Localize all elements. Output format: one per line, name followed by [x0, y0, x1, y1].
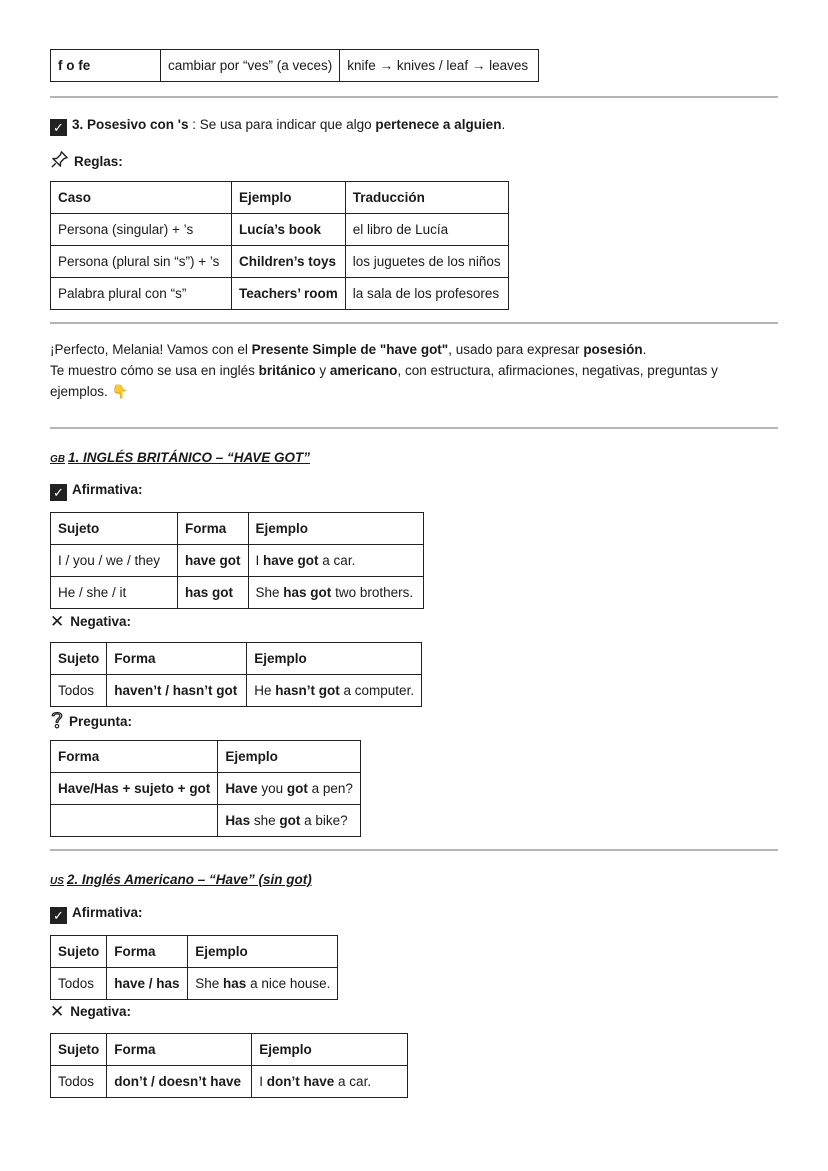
- table-cell: f o fe: [51, 50, 161, 82]
- column-header: Ejemplo: [232, 182, 346, 214]
- table-cell: Todos: [51, 968, 107, 1000]
- negative-label: ✕ Negativa:: [50, 612, 132, 631]
- cross-icon: ✕: [50, 1002, 65, 1021]
- affirmative-label: ✓ Afirmativa:: [50, 482, 143, 501]
- table-row: [51, 577, 424, 609]
- table-cell: She has got two brothers.: [248, 577, 423, 609]
- table-cell: He / she / it: [51, 577, 178, 609]
- rules-label: Reglas:: [50, 150, 123, 172]
- table-cell: Have/Has + sujeto + got: [51, 773, 218, 805]
- divider: [50, 427, 778, 429]
- table-header-row: [51, 741, 361, 773]
- intro-paragraph-line: ejemplos. 👇: [50, 384, 129, 400]
- table-cell: Todos: [51, 675, 107, 707]
- table-cell: haven’t / hasn’t got: [107, 675, 247, 707]
- check-box-icon: ✓: [50, 907, 67, 924]
- intro-paragraph-line: Te muestro cómo se usa en inglés británico y americano, con estructura, afirmaciones, negativas, preguntas y: [50, 363, 718, 378]
- table-header-row: [51, 1034, 408, 1066]
- british-negative-table: [50, 642, 422, 707]
- table-row: [51, 1066, 408, 1098]
- table-cell: los juguetes de los niños: [345, 246, 508, 278]
- table-cell: Lucía’s book: [232, 214, 346, 246]
- table-cell: Todos: [51, 1066, 107, 1098]
- table-cell: have / has: [107, 968, 188, 1000]
- table-row: [51, 675, 422, 707]
- possessive-heading: ✓ 3. Posesivo con 's : Se usa para indicar que algo pertenece a alguien.: [50, 117, 505, 136]
- intro-paragraph-line: ¡Perfecto, Melania! Vamos con el Presente Simple de "have got", usado para expresar posesión.: [50, 342, 647, 357]
- table-row: [51, 773, 361, 805]
- section-title-british: GB 1. INGLÉS BRITÁNICO – “HAVE GOT”: [50, 450, 311, 465]
- american-affirmative-table: [50, 935, 338, 1000]
- table-header-row: [51, 513, 424, 545]
- question-label: Pregunta:: [50, 710, 132, 732]
- column-header: Traducción: [345, 182, 508, 214]
- column-header: Sujeto: [51, 513, 178, 545]
- possessive-table: [50, 181, 509, 310]
- column-header: Ejemplo: [248, 513, 423, 545]
- table-cell: I don’t have a car.: [252, 1066, 408, 1098]
- column-header: Sujeto: [51, 1034, 107, 1066]
- check-box-icon: ✓: [50, 119, 67, 136]
- table-row: [51, 246, 509, 278]
- table-cell: has got: [178, 577, 249, 609]
- table-cell: I / you / we / they: [51, 545, 178, 577]
- column-header: Ejemplo: [188, 936, 338, 968]
- table-cell: Persona (plural sin “s”) + ’s: [51, 246, 232, 278]
- table-cell: have got: [178, 545, 249, 577]
- british-question-table: [50, 740, 361, 837]
- divider: [50, 322, 778, 324]
- question-mark-icon: [50, 710, 64, 732]
- cross-icon: ✕: [50, 612, 65, 631]
- table-cell: knife → knives / leaf → leaves: [340, 50, 539, 82]
- table-cell: [51, 805, 218, 837]
- table-header-row: [51, 936, 338, 968]
- affirmative-label: ✓ Afirmativa:: [50, 905, 143, 924]
- us-flag-icon: US: [50, 876, 64, 887]
- column-header: Forma: [107, 643, 247, 675]
- table-cell: Palabra plural con “s”: [51, 278, 232, 310]
- table-row: [51, 968, 338, 1000]
- divider: [50, 96, 778, 98]
- table-cell: Teachers’ room: [232, 278, 346, 310]
- american-negative-table: [50, 1033, 408, 1098]
- column-header: Caso: [51, 182, 232, 214]
- column-header: Forma: [51, 741, 218, 773]
- table-header-row: [51, 643, 422, 675]
- table-row: [51, 50, 539, 82]
- pushpin-icon: [50, 150, 69, 172]
- gb-flag-icon: GB: [50, 454, 65, 465]
- table-cell: I have got a car.: [248, 545, 423, 577]
- plural-rule-table: [50, 49, 539, 82]
- column-header: Ejemplo: [218, 741, 361, 773]
- column-header: Ejemplo: [252, 1034, 408, 1066]
- negative-label: ✕ Negativa:: [50, 1002, 132, 1021]
- column-header: Forma: [107, 1034, 252, 1066]
- table-cell: cambiar por “ves” (a veces): [161, 50, 340, 82]
- table-cell: Have you got a pen?: [218, 773, 361, 805]
- table-cell: don’t / doesn’t have: [107, 1066, 252, 1098]
- column-header: Forma: [178, 513, 249, 545]
- divider: [50, 849, 778, 851]
- check-box-icon: ✓: [50, 484, 67, 501]
- table-cell: Persona (singular) + ’s: [51, 214, 232, 246]
- column-header: Forma: [107, 936, 188, 968]
- table-header-row: [51, 182, 509, 214]
- table-cell: She has a nice house.: [188, 968, 338, 1000]
- section-title-american: US 2. Inglés Americano – “Have” (sin got): [50, 872, 312, 887]
- column-header: Sujeto: [51, 936, 107, 968]
- table-cell: He hasn’t got a computer.: [247, 675, 422, 707]
- british-affirmative-table: [50, 512, 424, 609]
- table-cell: Children’s toys: [232, 246, 346, 278]
- table-cell: el libro de Lucía: [345, 214, 508, 246]
- table-row: [51, 214, 509, 246]
- table-cell: Has she got a bike?: [218, 805, 361, 837]
- table-row: [51, 278, 509, 310]
- table-cell: la sala de los profesores: [345, 278, 508, 310]
- table-row: [51, 805, 361, 837]
- table-row: [51, 545, 424, 577]
- pointing-down-icon: 👇: [111, 384, 129, 400]
- column-header: Ejemplo: [247, 643, 422, 675]
- column-header: Sujeto: [51, 643, 107, 675]
